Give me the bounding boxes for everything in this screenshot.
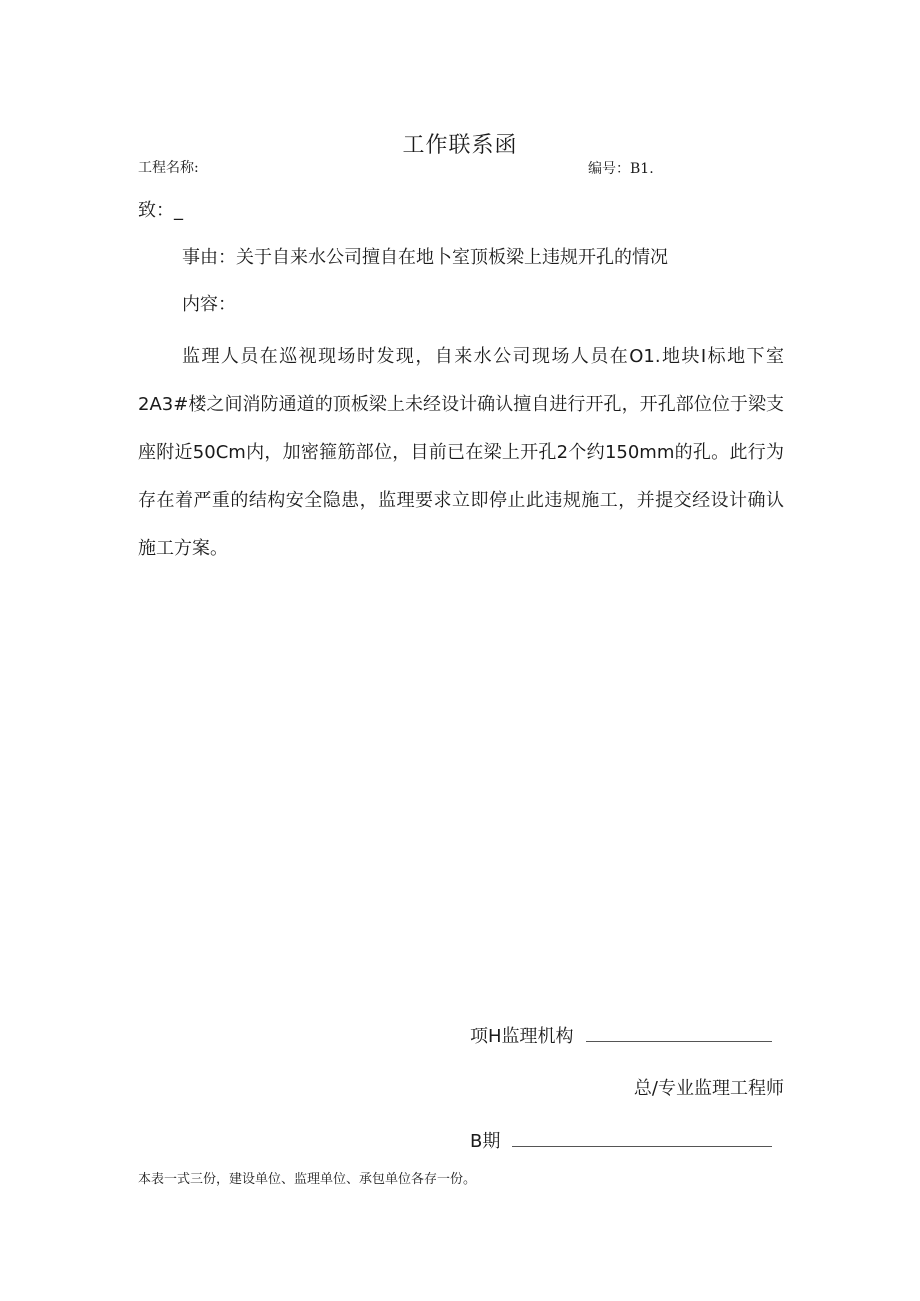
content-body: 监理人员在巡视现场时发现，自来水公司现场人员在O1.地块I标地下室2A3#楼之间消防通道的顶板梁上未经设计确认擅自进行开孔，开孔部位位于梁支座附近50Cm内，加密箍筋部位，目前已在梁上开孔2个约150mm的孔。此行为存在着严重的结构安全隐患，监理要求立即停止此违规施工，并提交经设计确认施工方案。: [138, 346, 784, 559]
date-blank: [512, 1128, 772, 1147]
footer-note: 本表一式三份，建设单位、监理单位、承包单位各存一份。: [138, 1172, 477, 1187]
date-signature: [470, 1127, 772, 1153]
recipient-line: 致：_: [138, 200, 183, 221]
supervision-org-signature: [470, 1022, 772, 1048]
project-name-label: 工程名称:: [138, 160, 199, 176]
engineer-signature-label: 总/专业监理工程师: [633, 1078, 784, 1099]
reason-line: 事由：关于自来水公司擅自在地卜室顶板梁上违规开孔的情况: [182, 247, 668, 268]
date-label: B期: [470, 1131, 501, 1152]
supervision-org-blank: [586, 1023, 772, 1042]
serial-number-label: 编号：B1.: [588, 161, 654, 177]
document-title: 工作联系函: [402, 133, 518, 158]
content-label: 内容：: [182, 294, 236, 315]
supervision-org-label: 项H监理机构: [470, 1026, 574, 1047]
